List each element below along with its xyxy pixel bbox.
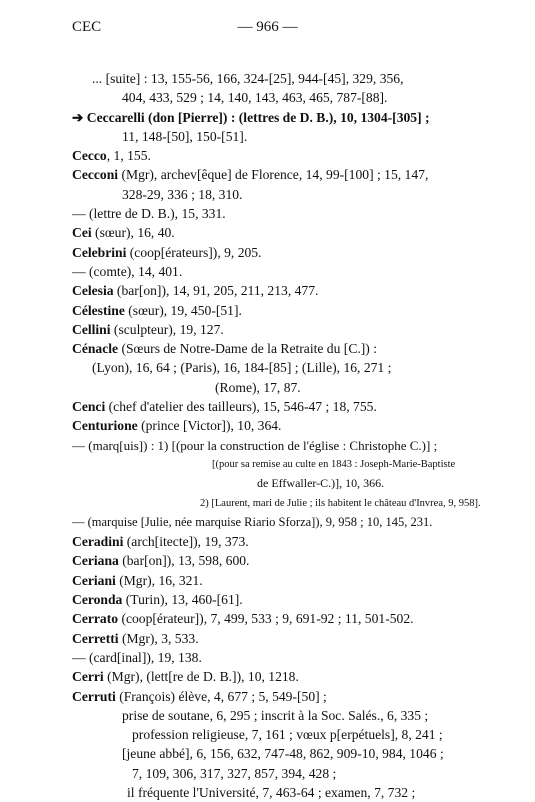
entry-line: — (marquise [Julie, née marquise Riario Sforza]), 9, 958 ; 10, 145, 231. [72, 513, 492, 532]
entry-line: — (lettre de D. B.), 15, 331. [72, 204, 492, 223]
entry-line: (Lyon), 16, 64 ; (Paris), 16, 184-[85] ; (Lille), 16, 271 ; [72, 358, 492, 377]
index-entry [72, 436, 492, 513]
entry-line: Cellini (sculpteur), 19, 127. [72, 320, 492, 339]
index-entries [72, 69, 492, 802]
entry-line: il fréquente l'Université, 7, 463-64 ; examen, 7, 732 ; [72, 783, 492, 802]
entry-line: Cei (sœur), 16, 40. [72, 223, 492, 242]
entry-line: Celesia (bar[on]), 14, 91, 205, 211, 213, 477. [72, 281, 492, 300]
running-head: CEC [72, 18, 101, 37]
entry-line: Ceriani (Mgr), 16, 321. [72, 571, 492, 590]
entry-line: 11, 148-[50], 150-[51]. [72, 127, 492, 146]
entry-line: — (marq[uis]) : 1) [(pour la construction de l'église : Christophe C.)] ; [72, 436, 492, 455]
entry-line: de Effwaller-C.)], 10, 366. [72, 474, 492, 493]
index-entry [72, 165, 492, 204]
entry-line: 7, 109, 306, 317, 327, 857, 394, 428 ; [72, 764, 492, 783]
entry-line: Ceradini (arch[itecte]), 19, 373. [72, 532, 492, 551]
entry-line [72, 108, 492, 127]
entry-line: Centurione (prince [Victor]), 10, 364. [72, 416, 492, 435]
entry-line: Cerri (Mgr), (lett[re de D. B.]), 10, 1218. [72, 667, 492, 686]
entry-line: Cecconi (Mgr), archev[êque] de Florence, 14, 99-[100] ; 15, 147, [72, 165, 492, 184]
index-entry [72, 69, 492, 108]
entry-line: Cénacle (Sœurs de Notre-Dame de la Retraite du [C.]) : [72, 339, 492, 358]
arrow-icon: ➔ [72, 110, 87, 125]
entry-line: ... [suite] : 13, 155-56, 166, 324-[25], 944-[45], 329, 356, [72, 69, 492, 88]
entry-line: Cerruti (François) élève, 4, 677 ; 5, 549-[50] ; [72, 687, 492, 706]
index-entry [72, 687, 492, 802]
entry-line: — (comte), 14, 401. [72, 262, 492, 281]
entry-line: (Rome), 17, 87. [72, 378, 492, 397]
entry-line: Cenci (chef d'atelier des tailleurs), 15, 546-47 ; 18, 755. [72, 397, 492, 416]
index-entry [72, 108, 492, 147]
entry-line: Celebrini (coop[érateurs]), 9, 205. [72, 243, 492, 262]
entry-line: Célestine (sœur), 19, 450-[51]. [72, 301, 492, 320]
index-entry [72, 339, 492, 397]
entry-line: 328-29, 336 ; 18, 310. [72, 185, 492, 204]
entry-line: [(pour sa remise au culte en 1843 : Joseph-Marie-Baptiste [72, 455, 492, 474]
entry-line: [jeune abbé], 6, 156, 632, 747-48, 862, 909-10, 984, 1046 ; [72, 744, 492, 763]
entry-line: prise de soutane, 6, 295 ; inscrit à la Soc. Salés., 6, 335 ; [72, 706, 492, 725]
entry-text: Ceccarelli (don [Pierre]) : (lettres de D. B.), 10, 1304-[305] ; [87, 110, 430, 125]
entry-line: Cecco, 1, 155. [72, 146, 492, 165]
entry-line: Ceronda (Turin), 13, 460-[61]. [72, 590, 492, 609]
page-number: — 966 — [0, 18, 535, 37]
entry-line: 404, 433, 529 ; 14, 140, 143, 463, 465, 787-[88]. [72, 88, 492, 107]
page-header [0, 18, 535, 42]
entry-line: Ceriana (bar[on]), 13, 598, 600. [72, 551, 492, 570]
entry-line: — (card[inal]), 19, 138. [72, 648, 492, 667]
entry-line: Cerrato (coop[érateur]), 7, 499, 533 ; 9, 691-92 ; 11, 501-502. [72, 609, 492, 628]
entry-line: 2) [Laurent, mari de Julie ; ils habitent le château d'Invrea, 9, 958]. [72, 494, 492, 513]
entry-line: Cerretti (Mgr), 3, 533. [72, 629, 492, 648]
entry-line: profession religieuse, 7, 161 ; vœux p[erpétuels], 8, 241 ; [72, 725, 492, 744]
